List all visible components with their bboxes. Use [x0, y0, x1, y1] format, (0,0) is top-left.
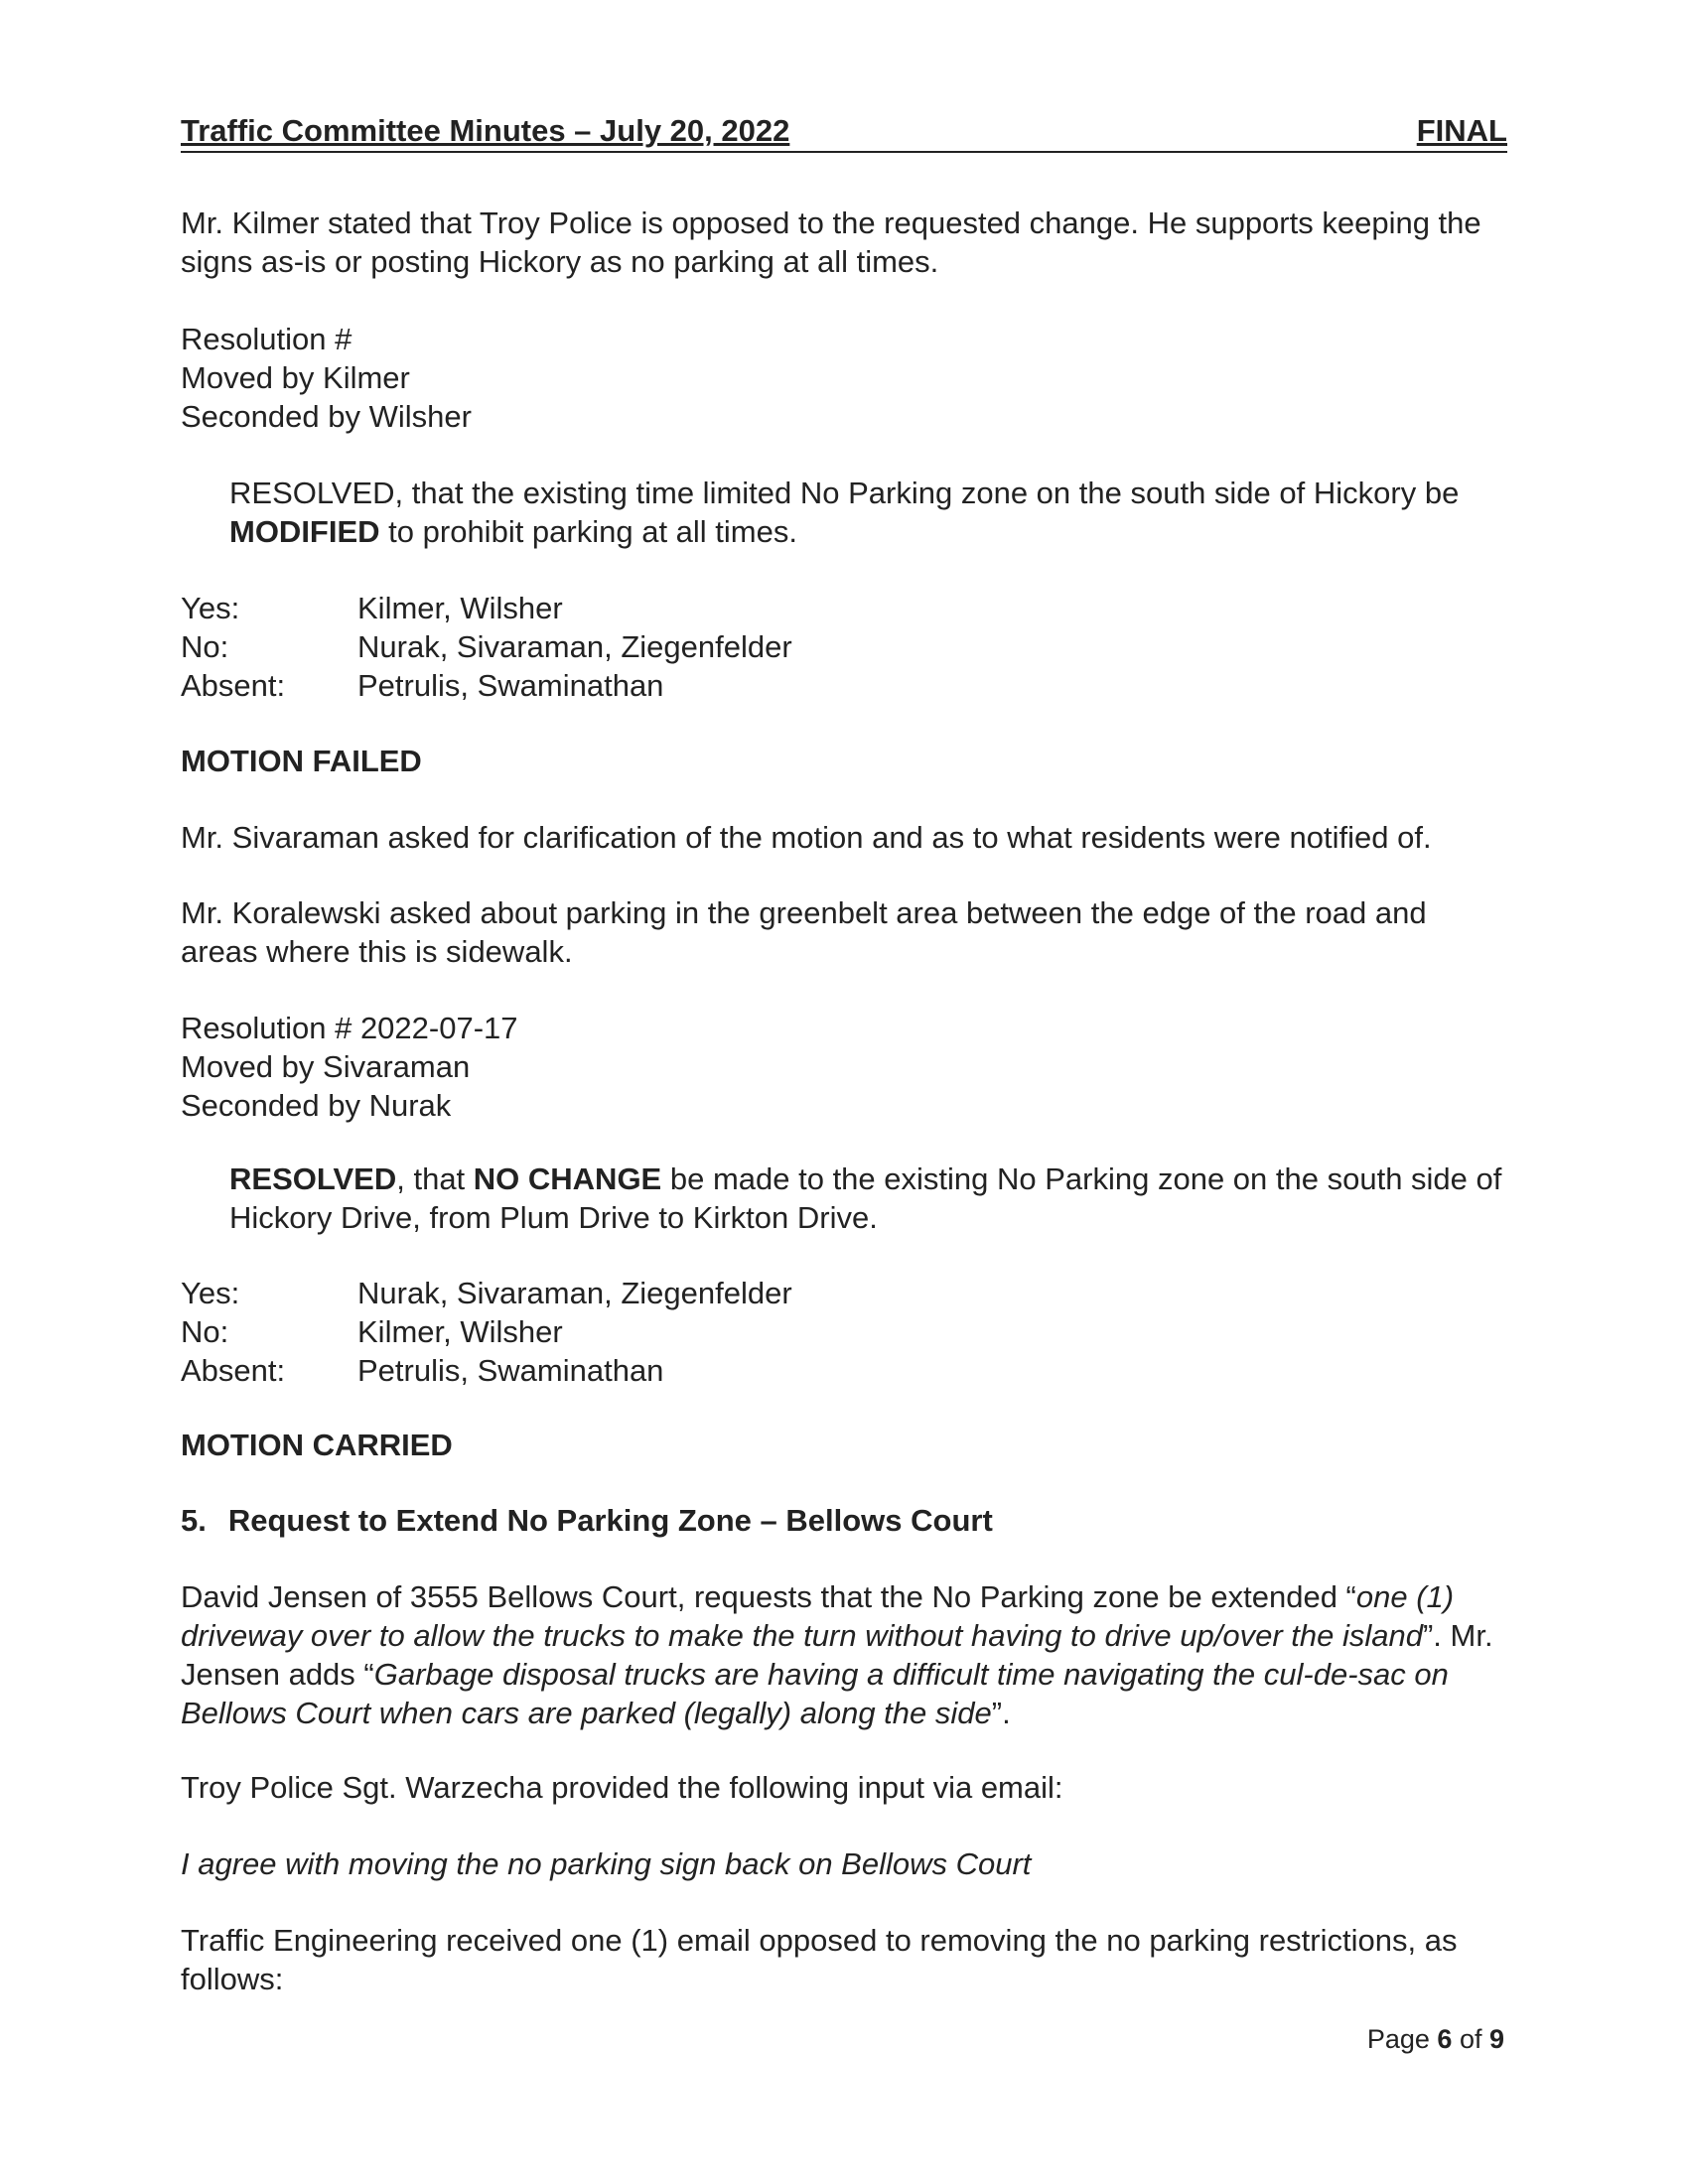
vote-no-row: No: Nurak, Sivaraman, Ziegenfelder	[181, 629, 792, 664]
paragraph-jensen-request: David Jensen of 3555 Bellows Court, requests that the No Parking zone be extended “one (1) driveway over to allow the trucks to make the turn without having to drive up/over the island”. Mr. Jensen adds “Garbage disposal trucks are having a difficult time navigating the cul-de-sac on Bellows Court when cars are parked (legally) along the side”.	[181, 1579, 1493, 1730]
document-status: FINAL	[1416, 113, 1507, 148]
resolution-2-block	[181, 1009, 1511, 1125]
resolution-number: Resolution #	[181, 322, 352, 356]
vote-absent-row: Absent: Petrulis, Swaminathan	[181, 668, 664, 703]
paragraph-police-quote: I agree with moving the no parking sign back on Bellows Court	[181, 1846, 1032, 1881]
vote-no-row: No: Kilmer, Wilsher	[181, 1314, 563, 1349]
section-title: Request to Extend No Parking Zone – Bellows Court	[227, 1503, 993, 1538]
page-header	[181, 111, 1507, 153]
vote-1-table	[181, 589, 1074, 705]
section-5-heading	[181, 1501, 1511, 1540]
document-title: Traffic Committee Minutes – July 20, 2022	[181, 113, 790, 148]
resolution-seconded: Seconded by Nurak	[181, 1088, 452, 1123]
vote-yes-row: Yes: Nurak, Sivaraman, Ziegenfelder	[181, 1276, 792, 1310]
motion-1-result: MOTION FAILED	[181, 744, 422, 778]
resolution-moved: Moved by Kilmer	[181, 360, 410, 395]
vote-absent-row: Absent: Petrulis, Swaminathan	[181, 1353, 664, 1388]
vote-yes-row: Yes: Kilmer, Wilsher	[181, 591, 563, 625]
paragraph-police-input: Troy Police Sgt. Warzecha provided the following input via email:	[181, 1770, 1063, 1805]
resolution-moved: Moved by Sivaraman	[181, 1049, 471, 1084]
page-number: Page 6 of 9	[1366, 2024, 1504, 2054]
paragraph-koralewski: Mr. Koralewski asked about parking in the greenbelt area between the edge of the road and areas where this is sidewalk.	[181, 895, 1427, 969]
vote-2-table	[181, 1274, 1074, 1390]
motion-2-result: MOTION CARRIED	[181, 1428, 453, 1462]
resolution-seconded: Seconded by Wilsher	[181, 399, 472, 434]
paragraph-kilmer-statement: Mr. Kilmer stated that Troy Police is opposed to the requested change. He supports keeping the signs as-is or posting Hickory as no parking at all times.	[181, 205, 1481, 279]
paragraph-sivaraman: Mr. Sivaraman asked for clarification of the motion and as to what residents were notified of.	[181, 820, 1432, 855]
paragraph-email-opposed: Traffic Engineering received one (1) email opposed to removing the no parking restrictions, as follows:	[181, 1923, 1458, 1996]
resolution-1-block	[181, 320, 1511, 436]
resolution-2-text: RESOLVED, that NO CHANGE be made to the existing No Parking zone on the south side of Hickory Drive, from Plum Drive to Kirkton Drive.	[229, 1161, 1502, 1235]
resolution-number: Resolution # 2022-07-17	[181, 1011, 518, 1045]
resolution-1-text: RESOLVED, that the existing time limited No Parking zone on the south side of Hickory be MODIFIED to prohibit parking at all times.	[229, 476, 1460, 549]
section-number: 5.	[181, 1503, 207, 1538]
